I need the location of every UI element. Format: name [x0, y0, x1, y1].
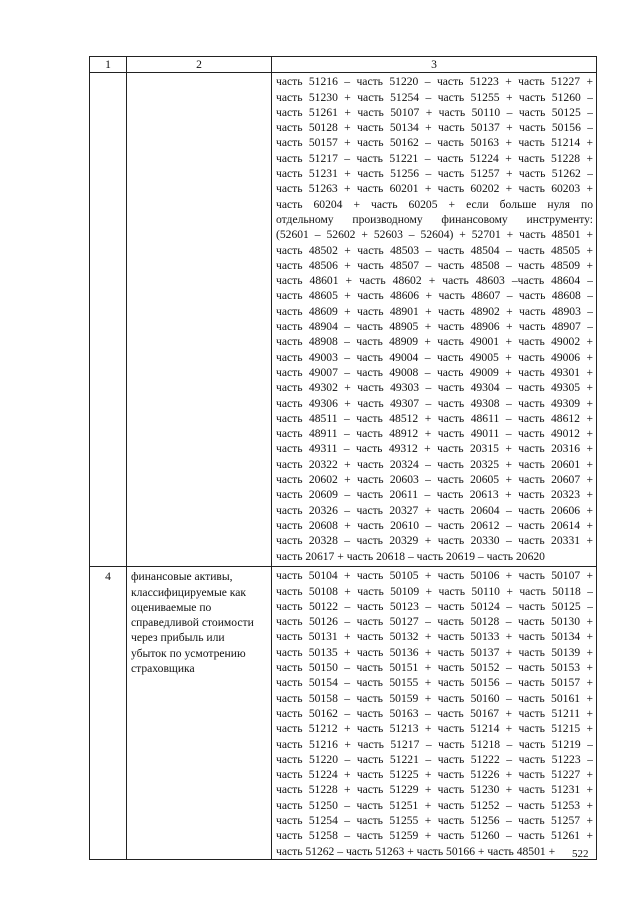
formula-line: часть 51224 + часть 51225 + часть 51226 + часть 51227 +: [276, 768, 593, 782]
description-line: убыток по усмотрению: [131, 646, 246, 660]
formula-line: часть 50158 – часть 50159 + часть 50160 – часть 50161 +: [276, 691, 593, 705]
formula-line: часть 51262 – часть 51263 + часть 50166 + часть 48501 +: [276, 844, 556, 858]
formula-line: часть 49003 – часть 49004 – часть 49005 + часть 49006 +: [276, 350, 593, 364]
formula-line: часть 51254 – часть 51255 + часть 51256 – часть 51257 +: [276, 814, 593, 828]
description-line: справедливой стоимости: [131, 616, 254, 630]
header-cell-2: 2: [127, 57, 272, 73]
description-line: классифицируемые как: [131, 585, 247, 599]
formula-line: часть 48506 + часть 48507 – часть 48508 – часть 48509 +: [276, 258, 593, 272]
row-description-cell: [127, 567, 272, 860]
formula-line: часть 51250 – часть 51251 + часть 51252 – часть 51253 +: [276, 798, 593, 812]
formula-line: отдельному производному финансовому инструменту:: [276, 212, 593, 226]
formula-line: часть 20609 – часть 20611 – часть 20613 + часть 20323 +: [276, 488, 593, 502]
formula-line: часть 48601 + часть 48602 + часть 48603 –часть 48604 –: [276, 274, 593, 288]
formula-line: часть 50131 + часть 50132 + часть 50133 + часть 50134 +: [276, 630, 593, 644]
description-line: оцениваемые по: [131, 600, 212, 614]
table-row: [90, 567, 597, 860]
formula-line: часть 48502 + часть 48503 – часть 48504 – часть 48505 +: [276, 243, 593, 257]
formula-line: часть 50104 + часть 50105 + часть 50106 + часть 50107 +: [276, 569, 593, 583]
formula-line: часть 48511 – часть 48512 + часть 48611 – часть 48612 +: [276, 411, 593, 425]
formula-line: часть 20608 + часть 20610 – часть 20612 – часть 20614 +: [276, 518, 593, 532]
formula-line: часть 20602 + часть 20603 – часть 20605 + часть 20607 +: [276, 473, 593, 487]
formula-line: часть 48609 + часть 48901 + часть 48902 + часть 48903 –: [276, 304, 593, 318]
row-number-cell: 4: [90, 567, 127, 860]
formula-line: часть 48605 + часть 48606 + часть 48607 – часть 48608 –: [276, 289, 593, 303]
page-number: 522: [572, 848, 589, 860]
header-cell-3: 3: [272, 57, 597, 73]
formula-line: часть 50135 + часть 50136 + часть 50137 + часть 50139 +: [276, 645, 593, 659]
description-line: финансовые активы,: [131, 570, 233, 584]
formula-line: часть 49311 – часть 49312 + часть 20315 + часть 20316 +: [276, 442, 593, 456]
formula-line: часть 20328 – часть 20329 + часть 20330 – часть 20331 +: [276, 534, 593, 548]
formula-line: часть 48904 – часть 48905 + часть 48906 + часть 48907 –: [276, 320, 593, 334]
row-number-cell: [90, 73, 127, 567]
table-row: [90, 73, 597, 567]
formula-line: часть 50126 – часть 50127 – часть 50128 – часть 50130 +: [276, 615, 593, 629]
formula-line: часть 50122 – часть 50123 – часть 50124 – часть 50125 –: [276, 599, 593, 613]
description-line: страховщика: [131, 662, 195, 676]
formula-line: часть 48908 – часть 48909 + часть 49001 + часть 49002 +: [276, 335, 593, 349]
formula-line: часть 50128 + часть 50134 + часть 50137 + часть 50156 –: [276, 121, 593, 135]
row-formula-cell: [272, 73, 597, 567]
formula-line: часть 51216 + часть 51217 – часть 51218 – часть 51219 –: [276, 737, 593, 751]
formula-line: часть 48911 – часть 48912 + часть 49011 – часть 49012 +: [276, 427, 593, 441]
formula-line: часть 50157 + часть 50162 – часть 50163 + часть 51214 +: [276, 136, 593, 150]
formula-line: часть 51212 + часть 51213 + часть 51214 + часть 51215 +: [276, 722, 593, 736]
header-cell-1: 1: [90, 57, 127, 73]
formula-line: часть 20322 + часть 20324 – часть 20325 + часть 20601 +: [276, 457, 593, 471]
row-formula-cell: [272, 567, 597, 860]
formula-table: [89, 56, 597, 860]
formula-line: часть 50150 – часть 50151 + часть 50152 – часть 50153 +: [276, 661, 593, 675]
formula-line: (52601 – 52602 + 52603 – 52604) + 52701 + часть 48501 +: [276, 228, 593, 242]
formula-line: часть 50162 – часть 50163 – часть 50167 + часть 51211 +: [276, 706, 593, 720]
formula-line: часть 51220 – часть 51221 – часть 51222 – часть 51223 –: [276, 752, 593, 766]
table-header-row: [90, 57, 597, 73]
formula-line: часть 20617 + часть 20618 – часть 20619 – часть 20620: [276, 549, 545, 563]
formula-line: часть 49306 + часть 49307 – часть 49308 – часть 49309 +: [276, 396, 593, 410]
formula-line: часть 49007 – часть 49008 – часть 49009 + часть 49301 +: [276, 365, 593, 379]
formula-line: часть 51216 – часть 51220 – часть 51223 + часть 51227 +: [276, 75, 593, 89]
formula-line: часть 51228 + часть 51229 + часть 51230 + часть 51231 +: [276, 783, 593, 797]
formula-line: часть 50108 + часть 50109 + часть 50110 + часть 50118 –: [276, 584, 593, 598]
formula-line: часть 51263 + часть 60201 + часть 60202 + часть 60203 +: [276, 182, 593, 196]
formula-line: часть 51258 – часть 51259 + часть 51260 – часть 51261 +: [276, 829, 593, 843]
formula-line: часть 60204 + часть 60205 + если больше нуля по: [276, 197, 593, 211]
row-description-cell: [127, 73, 272, 567]
formula-line: часть 50154 – часть 50155 + часть 50156 – часть 50157 +: [276, 676, 593, 690]
formula-line: часть 51231 + часть 51256 – часть 51257 + часть 51262 –: [276, 167, 593, 181]
formula-line: часть 51230 + часть 51254 – часть 51255 + часть 51260 –: [276, 90, 593, 104]
formula-line: часть 49302 + часть 49303 – часть 49304 – часть 49305 +: [276, 381, 593, 395]
formula-line: часть 51217 – часть 51221 – часть 51224 + часть 51228 +: [276, 151, 593, 165]
description-line: через прибыль или: [131, 631, 225, 645]
formula-line: часть 51261 + часть 50107 + часть 50110 – часть 50125 –: [276, 105, 593, 119]
formula-line: часть 20326 – часть 20327 + часть 20604 – часть 20606 +: [276, 503, 593, 517]
